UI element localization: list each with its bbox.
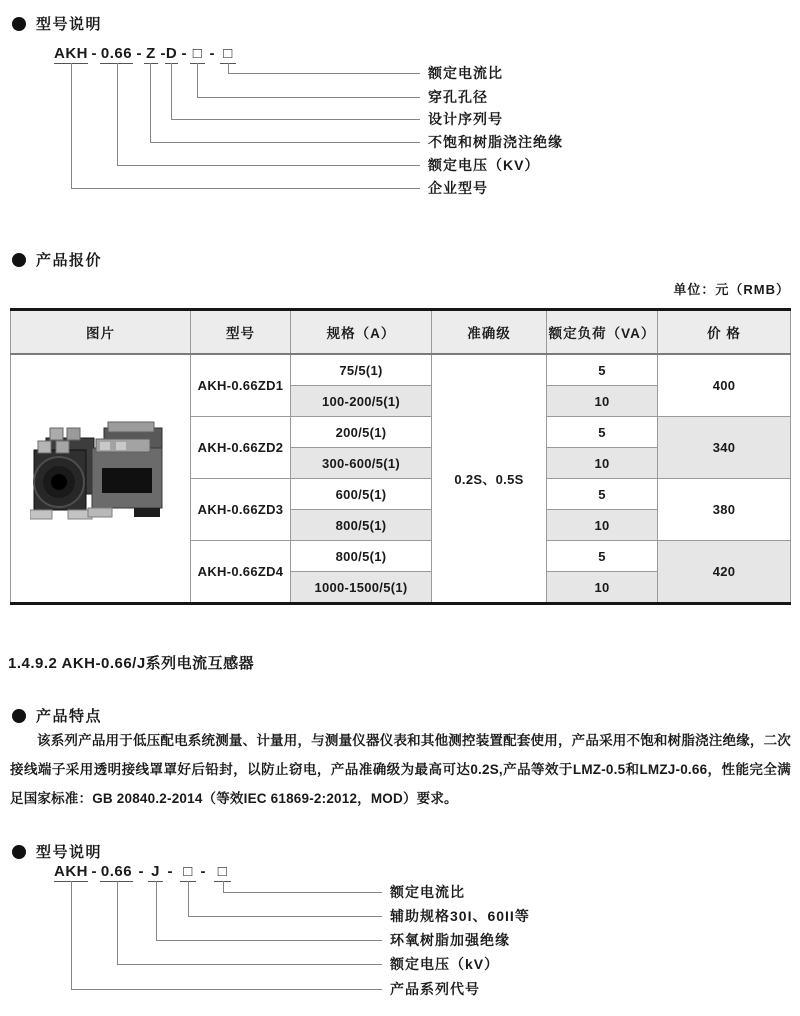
load-cell: 10: [547, 448, 658, 479]
spec-cell: 1000-1500/5(1): [291, 572, 432, 604]
model-cell: AKH-0.66ZD2: [191, 417, 291, 479]
diagram-label: 辅助规格30I、60II等: [390, 908, 530, 924]
leader-line: [171, 63, 172, 119]
section-header-model-bottom: [12, 841, 102, 862]
model-segment: 0.66: [100, 45, 133, 62]
price-cell: 420: [658, 541, 791, 604]
leader-line: [71, 881, 72, 989]
diagram-label: 企业型号: [428, 180, 488, 196]
load-cell: 5: [547, 541, 658, 572]
leader-line: [228, 63, 229, 73]
load-cell: 5: [547, 479, 658, 510]
model-segment-box: □: [180, 864, 196, 882]
model-segment: AKH: [54, 863, 88, 880]
leader-line: [223, 881, 224, 892]
model-segment-box: □: [214, 864, 231, 882]
col-header-photo: 图片: [11, 310, 191, 355]
model-cell: AKH-0.66ZD1: [191, 354, 291, 417]
section-bullet-icon: [12, 253, 26, 267]
section-bullet-icon: [12, 845, 26, 859]
table-row: [11, 354, 791, 386]
leader-line: [188, 881, 189, 916]
leader-line: [71, 989, 382, 990]
model-separator: -: [200, 863, 206, 880]
leader-line: [223, 892, 382, 893]
model-segment: 0.66: [100, 863, 133, 880]
leader-line: [171, 119, 420, 120]
section-title: 产品报价: [36, 252, 103, 269]
model-cell: AKH-0.66ZD3: [191, 479, 291, 541]
price-cell: 400: [658, 354, 791, 417]
product-photo-current-transformers: [30, 420, 172, 534]
leader-line: [117, 63, 118, 165]
col-header-model: 型号: [191, 310, 291, 355]
load-cell: 10: [547, 386, 658, 417]
section-title: 型号说明: [36, 16, 103, 33]
spec-cell: 200/5(1): [291, 417, 432, 448]
leader-line: [117, 881, 118, 964]
leader-line: [197, 63, 198, 97]
leader-line: [197, 97, 420, 98]
spec-cell: 75/5(1): [291, 354, 432, 386]
leader-line: [71, 63, 72, 188]
diagram-label: 产品系列代号: [390, 981, 480, 997]
section-title: 型号说明: [36, 844, 103, 861]
section-title: 产品特点: [36, 708, 103, 725]
diagram-label: 穿孔孔径: [428, 89, 488, 105]
diagram-label: 额定电压（KV）: [428, 157, 540, 173]
model-separator: -: [138, 863, 144, 880]
leader-line: [228, 73, 420, 74]
diagram-label: 额定电流比: [390, 884, 465, 900]
price-unit-note: 单位：元（RMB）: [673, 282, 790, 297]
model-separator: -: [136, 45, 142, 62]
accuracy-cell: 0.2S、0.5S: [432, 354, 547, 604]
model-separator: -: [209, 45, 215, 62]
leader-line: [188, 916, 382, 917]
model-separator: -: [167, 863, 173, 880]
load-cell: 10: [547, 572, 658, 604]
model-cell: AKH-0.66ZD4: [191, 541, 291, 604]
model-segment: D: [165, 45, 178, 62]
load-cell: 5: [547, 354, 658, 386]
price-cell: 340: [658, 417, 791, 479]
model-separator: -: [91, 45, 97, 62]
section-bullet-icon: [12, 17, 26, 31]
section-header-features: [12, 705, 102, 726]
spec-cell: 800/5(1): [291, 541, 432, 572]
leader-line: [150, 63, 151, 142]
product-photo-cell: [11, 354, 191, 604]
model-segment: AKH: [54, 45, 88, 62]
load-cell: 10: [547, 510, 658, 541]
model-segment: J: [148, 864, 163, 882]
diagram-label: 设计序列号: [428, 111, 503, 127]
model-separator: -: [160, 45, 166, 62]
model-segment-box: □: [190, 46, 205, 64]
leader-line: [156, 881, 157, 940]
diagram-label: 不饱和树脂浇注绝缘: [428, 134, 563, 150]
leader-line: [117, 165, 420, 166]
spec-cell: 100-200/5(1): [291, 386, 432, 417]
series-heading: 1.4.9.2 AKH-0.66/J系列电流互感器: [8, 655, 255, 672]
diagram-label: 额定电压（kV）: [390, 956, 500, 972]
table-header-row: [11, 310, 791, 355]
spec-cell: 600/5(1): [291, 479, 432, 510]
price-table: [10, 308, 791, 605]
price-cell: 380: [658, 479, 791, 541]
col-header-price: 价 格: [658, 310, 791, 355]
col-header-accuracy: 准确级: [432, 310, 547, 355]
spec-cell: 300-600/5(1): [291, 448, 432, 479]
model-segment-box: □: [220, 46, 236, 64]
leader-line: [150, 142, 420, 143]
section-bullet-icon: [12, 709, 26, 723]
load-cell: 5: [547, 417, 658, 448]
spec-cell: 800/5(1): [291, 510, 432, 541]
section-header-pricing: [12, 249, 102, 270]
col-header-spec: 规格（A）: [291, 310, 432, 355]
model-separator: -: [91, 863, 97, 880]
leader-line: [71, 188, 420, 189]
section-header-model-top: [12, 13, 102, 34]
model-segment: Z: [144, 46, 158, 64]
diagram-label: 环氧树脂加强绝缘: [390, 932, 510, 948]
features-paragraph: 该系列产品用于低压配电系统测量、计量用，与测量仪器仪表和其他测控装置配套使用，产品采用不饱和树脂浇注绝缘，二次接线端子采用透明接线罩罩好后铅封，以防止窃电，产品准确级为最高可达0.2S,产品等效于LMZ-0.5和LMZJ-0.66，性能完全满足国家标准：GB 20840.2-2014（等效IEC 61869-2:2012，MOD）要求。: [10, 733, 791, 806]
leader-line: [117, 964, 382, 965]
leader-line: [156, 940, 382, 941]
col-header-load: 额定负荷（VA）: [547, 310, 658, 355]
model-separator: -: [181, 45, 187, 62]
diagram-label: 额定电流比: [428, 65, 503, 81]
